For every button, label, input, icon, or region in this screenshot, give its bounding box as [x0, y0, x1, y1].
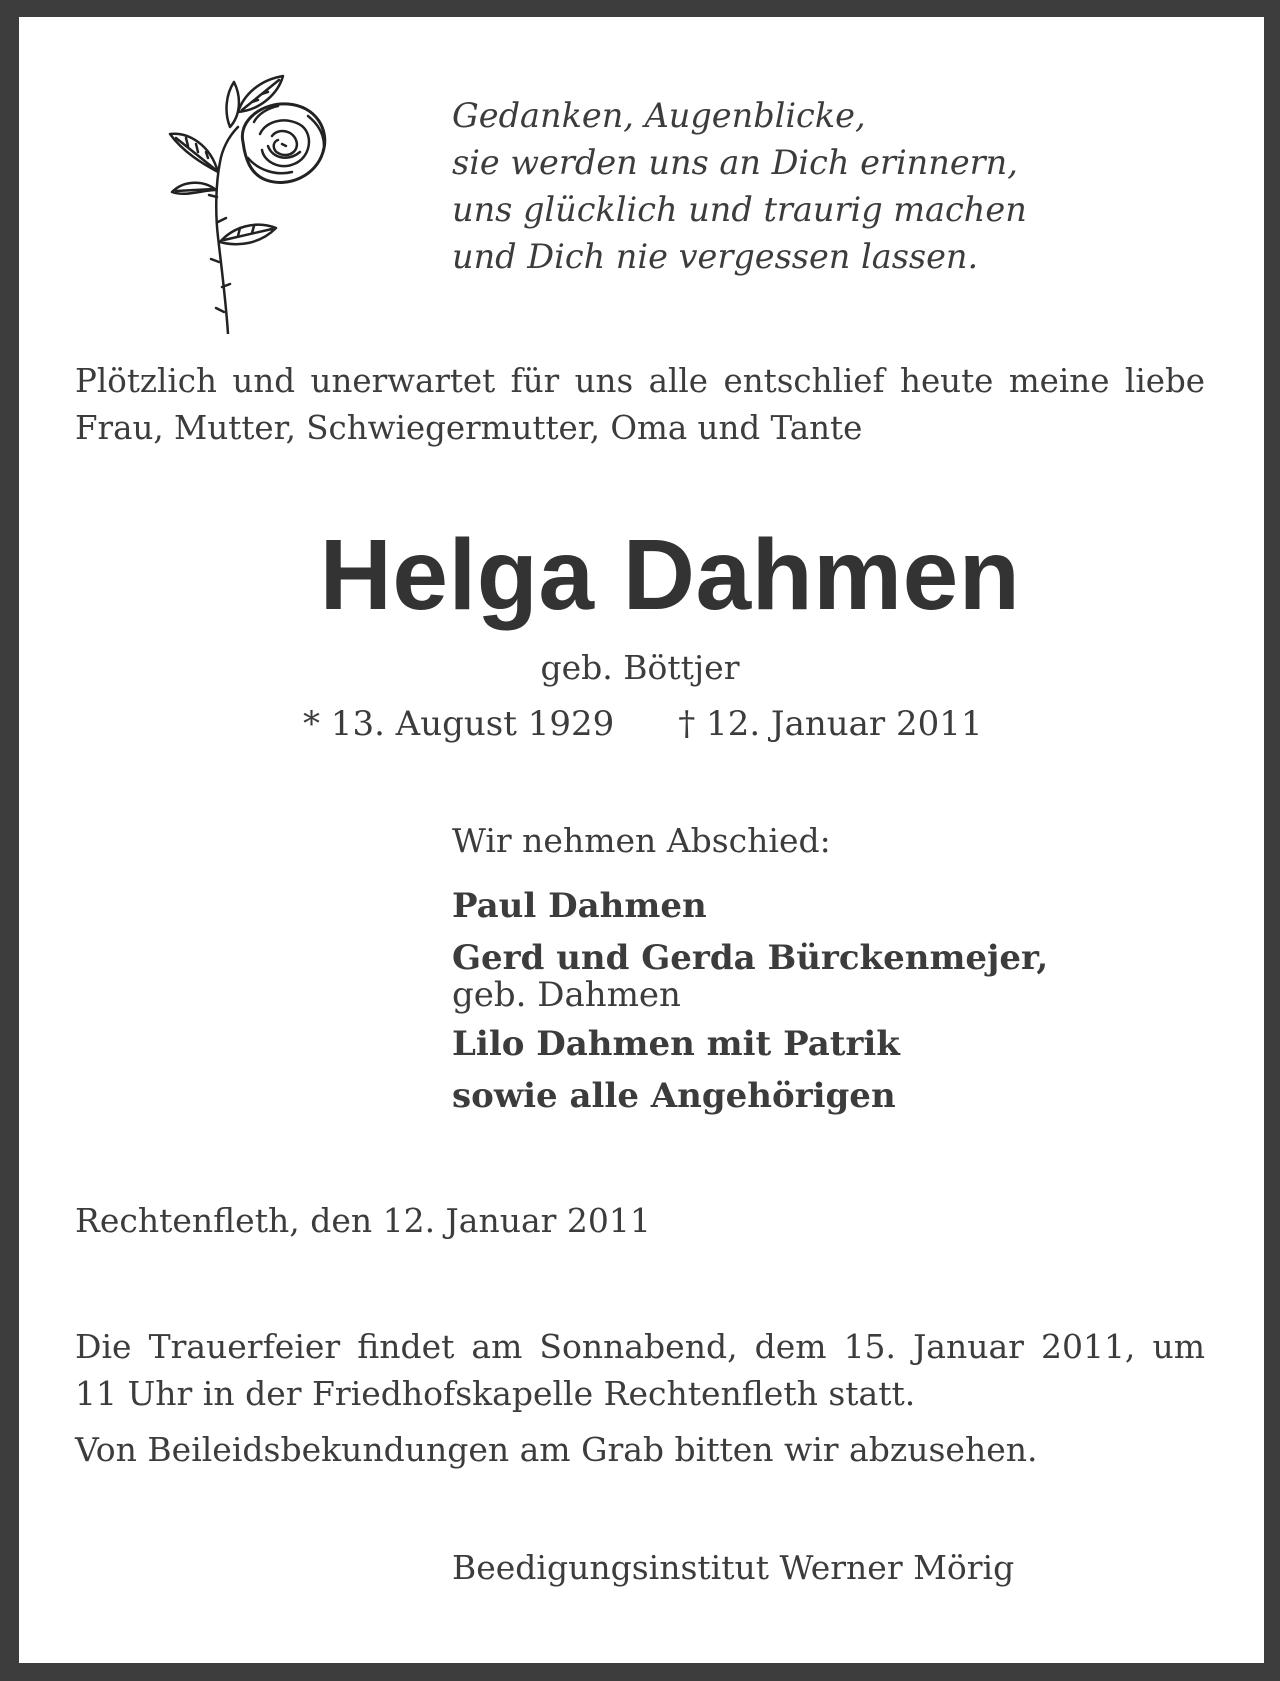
verse-line: und Dich nie vergessen lassen.: [452, 237, 979, 276]
intro-line: Plötzlich und unerwartet für uns alle entschlief heute meine liebe: [75, 362, 1205, 400]
birth-name: geb. Böttjer: [540, 648, 740, 687]
verse-line: uns glücklich und traurig machen: [452, 190, 1027, 229]
mourners-list: [452, 880, 1152, 1122]
mourner-name: Paul Dahmen: [452, 886, 707, 926]
service-notice: [75, 1323, 1205, 1417]
life-dates: [303, 700, 1003, 748]
mourner-birth-name: geb. Dahmen: [452, 975, 681, 1015]
funeral-institute: Beedigungsinstitut Werner Mörig: [452, 1548, 1015, 1587]
service-line: 11 Uhr in der Friedhofskapelle Rechtenfleth statt.: [75, 1374, 916, 1413]
condolence-notice: Von Beileidsbekundungen am Grab bitten wir abzusehen.: [75, 1430, 1038, 1469]
verse: [452, 92, 1072, 280]
intro-text: [75, 358, 1205, 452]
deceased-name: Helga Dahmen: [319, 519, 1021, 631]
service-line: Die Trauerfeier findet am Sonnabend, dem 15. Januar 2011, um: [75, 1327, 1205, 1366]
mourner-name: Lilo Dahmen mit Patrik: [452, 1024, 900, 1064]
birth-date: * 13. August 1929: [303, 704, 615, 744]
verse-line: Gedanken, Augenblicke,: [452, 96, 866, 135]
verse-line: sie werden uns an Dich erinnern,: [452, 143, 1018, 182]
place-date: Rechtenfleth, den 12. Januar 2011: [75, 1201, 651, 1240]
death-date: † 12. Januar 2011: [678, 704, 983, 744]
mourner-name: Gerd und Gerda Bürckenmejer,: [452, 938, 1049, 978]
rose-icon: [168, 72, 338, 334]
farewell-heading: Wir nehmen Abschied:: [452, 821, 831, 860]
intro-line: Frau, Mutter, Schwiegermutter, Oma und Tante: [75, 409, 863, 447]
mourner-relatives: sowie alle Angehörigen: [452, 1076, 896, 1116]
